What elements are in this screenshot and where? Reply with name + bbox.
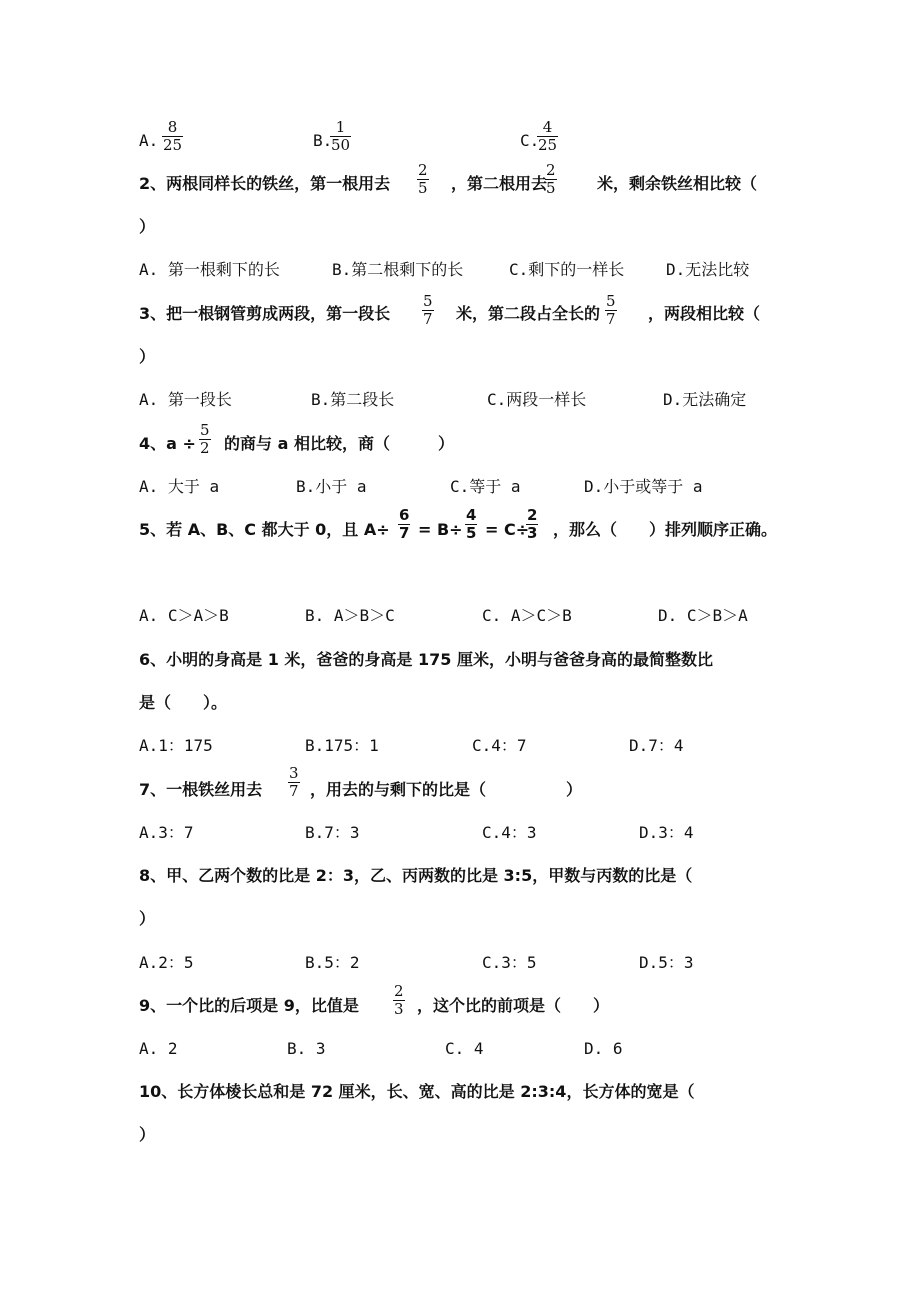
q4-text-part2: 的商与 a 相比较，商（ ） [224,434,454,453]
q4-option-c: C.等于 a [450,477,521,496]
q8-option-c: C.3：5 [482,953,537,972]
q8-option-b: B.5：2 [305,953,360,972]
q10-text-line1: 10、长方体棱长总和是 72 厘米，长、宽、高的比是 2:3:4，长方体的宽是（ [139,1082,695,1101]
q3-option-a: A. 第一段长 [139,390,232,409]
q6-option-d: D.7：4 [629,736,684,755]
q3-text-part3: ，两段相比较（ [648,304,761,323]
q7-option-a: A.3：7 [139,823,194,842]
q5-fraction-1: 6 7 [399,506,410,542]
q2-text-part3: 米，剩余铁丝相比较（ [597,174,758,193]
q5-fraction-3: 2 3 [527,506,538,542]
q3-text-part2: 米，第二段占全长的 [456,304,601,323]
q2-option-a: A. 第一根剩下的长 [139,260,280,279]
q7-option-d: D.3：4 [639,823,694,842]
q1-option-c-label: C. [520,131,540,150]
q7-text-part2: ，用去的与剩下的比是（ ） [310,780,583,799]
q6-text-line2: 是（ ）。 [139,693,228,712]
q5-option-b: B. A＞B＞C [305,606,395,625]
q7-option-b: B.7：3 [305,823,360,842]
q2-option-b: B.第二根剩下的长 [332,260,464,279]
q2-text-line2: ） [139,217,156,236]
q4-option-a: A. 大于 a [139,477,220,496]
q2-fraction-2: 2 5 [546,161,556,197]
q3-option-d: D.无法确定 [663,390,747,409]
q1-option-b-label: B. [313,131,333,150]
q5-fraction-2: 4 5 [466,506,477,542]
q4-option-d: D.小于或等于 a [584,477,703,496]
q6-option-a: A.1：175 [139,736,213,755]
q1-option-a-label: A. [139,131,159,150]
q8-text-line2: ） [139,909,156,928]
q10-text-line2: ） [139,1125,156,1144]
q7-text-part1: 7、一根铁丝用去 [139,780,263,799]
q9-text-part2: ，这个比的前项是（ ） [417,996,610,1015]
q1-option-b-fraction: 1 50 [331,118,351,154]
q4-option-b: B.小于 a [296,477,367,496]
q3-option-b: B.第二段长 [311,390,395,409]
q9-option-a: A. 2 [139,1039,178,1058]
q4-text-part1: 4、a ÷ [139,434,196,453]
q3-fraction-1: 5 7 [423,292,433,328]
q9-option-d: D. 6 [584,1039,623,1058]
q4-fraction: 5 2 [200,421,210,457]
q8-option-d: D.5：3 [639,953,694,972]
q5-text-part4: ，那么（ ）排列顺序正确。 [553,520,778,539]
q2-option-d: D.无法比较 [666,260,750,279]
q7-option-c: C.4：3 [482,823,537,842]
q5-text-part1: 5、若 A、B、C 都大于 0，且 A÷ [139,520,390,539]
q6-option-c: C.4：7 [472,736,527,755]
q8-option-a: A.2：5 [139,953,194,972]
q6-option-b: B.175：1 [305,736,379,755]
q5-option-c: C. A＞C＞B [482,606,572,625]
q2-fraction-1: 2 5 [418,161,428,197]
q3-option-c: C.两段一样长 [487,390,587,409]
q5-text-part2: = B÷ [418,520,463,539]
q3-text-line2: ） [139,347,156,366]
q6-text-line1: 6、小明的身高是 1 米，爸爸的身高是 175 厘米，小明与爸爸身高的最简整数比 [139,650,713,669]
q5-option-d: D. C＞B＞A [658,606,748,625]
q7-fraction: 3 7 [289,764,299,800]
q9-fraction: 2 3 [394,982,404,1018]
q8-text-line1: 8、甲、乙两个数的比是 2：3，乙、丙两数的比是 3:5，甲数与丙数的比是（ [139,866,693,885]
q2-text-part1: 2、两根同样长的铁丝，第一根用去 [139,174,391,193]
q1-option-c-fraction: 4 25 [538,118,558,154]
q2-option-c: C.剩下的一样长 [509,260,625,279]
q5-option-a: A. C＞A＞B [139,606,229,625]
q1-option-a-fraction: 8 25 [163,118,183,154]
q9-option-b: B. 3 [287,1039,326,1058]
q9-option-c: C. 4 [445,1039,484,1058]
q5-text-part3: = C÷ [485,520,530,539]
q3-fraction-2: 5 7 [606,292,616,328]
q2-text-part2: ，第二根用去 [451,174,548,193]
q9-text-part1: 9、一个比的后项是 9，比值是 [139,996,359,1015]
q3-text-part1: 3、把一根钢管剪成两段，第一段长 [139,304,391,323]
